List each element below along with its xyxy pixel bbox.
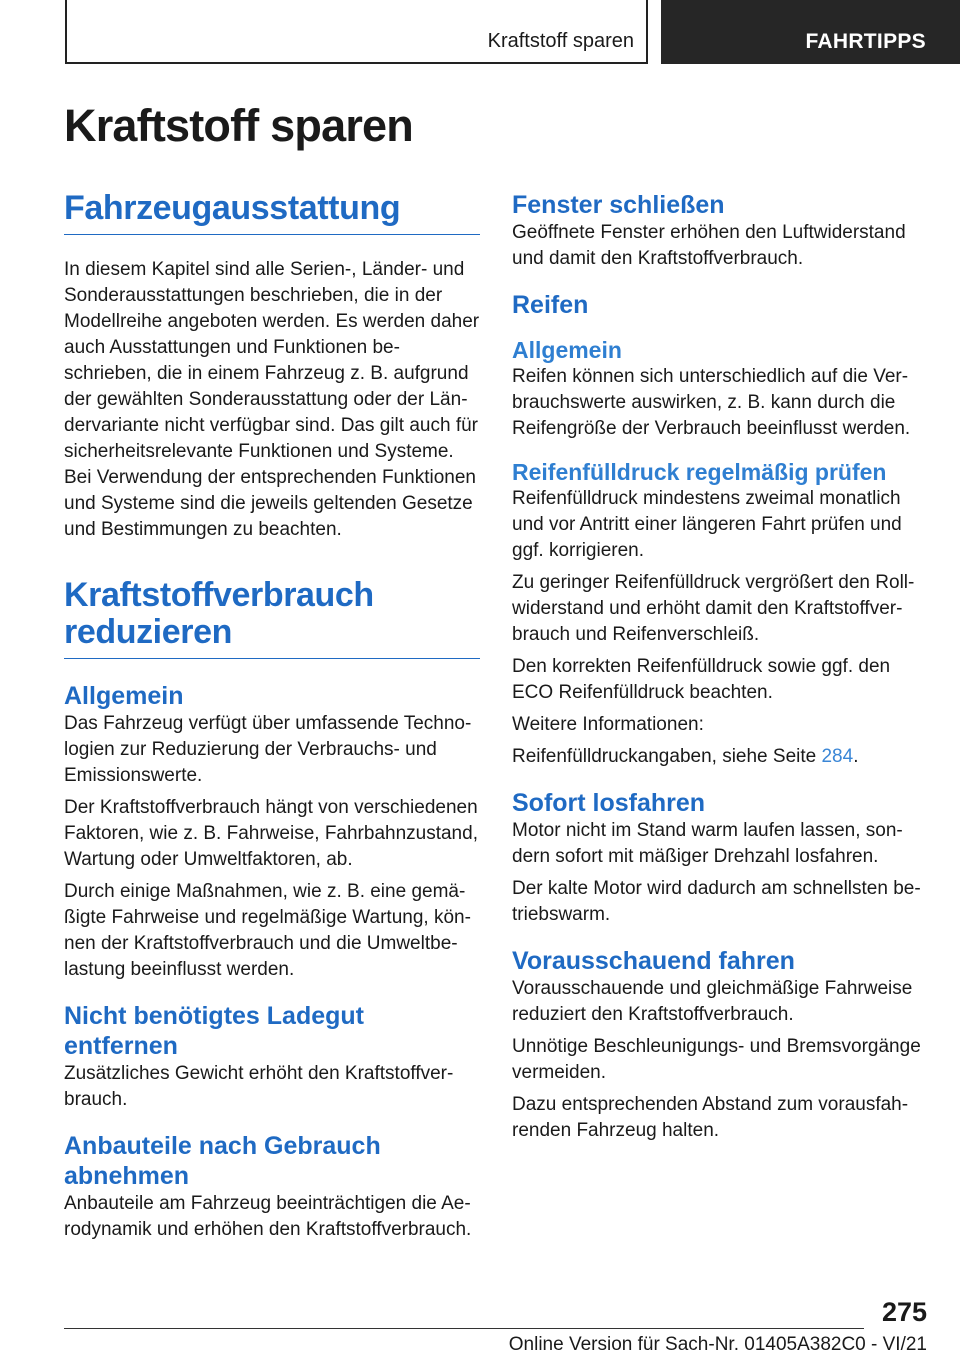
paragraph-tire-pressure-reference (512, 744, 928, 770)
paragraph-general-2: Der Kraftstoffverbrauch hängt von verschiedenen Faktoren, wie z. B. Fahrweise, Fahrbahnzustand, Wartung oder Umweltfaktoren, ab. (64, 797, 478, 870)
section-heading-reduce-consumption: Kraftstoffverbrauch reduzieren (64, 577, 480, 659)
paragraph-anticipatory-3: Dazu entsprechenden Abstand zum vorausfahrenden Fahrzeug halten. (512, 1094, 909, 1141)
footer-divider (64, 1328, 864, 1329)
subheading-remove-cargo: Nicht benötigtes Ladegut entfernen (64, 1002, 364, 1060)
paragraph-tire-pressure-2: Zu geringer Reifenfülldruck vergrößert den Rollwiderstand und erhöht damit den Kraftstoffverbrauch und Reifenverschleiß. (512, 572, 915, 645)
paragraph-general-1: Das Fahrzeug verfügt über umfassende Technologien zur Reduzierung der Verbrauchs- und Emissionswerte. (64, 713, 472, 786)
paragraph-drive-off-1: Motor nicht im Stand warm laufen lassen, sondern sofort mit mäßiger Drehzahl losfahren. (512, 820, 903, 867)
header-section-box (65, 0, 648, 64)
reference-text: Reifenfülldruckangaben, siehe Seite (512, 746, 822, 767)
paragraph-close-windows: Geöffnete Fenster erhöhen den Luftwiderstand und damit den Kraftstoffverbrauch. (512, 222, 906, 269)
subheading-anticipatory-driving: Vorausschauend fahren (512, 947, 795, 975)
page-title: Kraftstoff sparen (64, 100, 413, 151)
right-column (512, 190, 928, 1144)
header-chapter-label: FAHRTIPPS (805, 30, 926, 53)
page-header (0, 0, 960, 66)
left-column (64, 190, 480, 1243)
subheading-close-windows: Fenster schließen (512, 191, 725, 219)
footer-version-text: Online Version für Sach-Nr. 01405A382C0 - VI/21 (508, 1334, 927, 1355)
section-heading-equipment: Fahrzeugausstattung (64, 190, 480, 235)
header-section-title: Kraftstoff sparen (487, 30, 634, 52)
paragraph-tire-pressure-3: Den korrekten Reifenfülldruck sowie ggf. den ECO Reifenfülldruck beachten. (512, 656, 891, 703)
paragraph-equipment: In diesem Kapitel sind alle Serien-, Länder- und Sonderausstattungen beschrieben, die in der Modellreihe angeboten werden. Es werden daher auch Ausstattungen und Funktionen beschrieben, die in einem Fahrzeug z. B. aufgrund der gewählten Sonderausstattung oder der Ländervariante nicht verfügbar sind. Das gilt auch für sicherheitsrelevante Funktionen und Systeme. Bei Verwendung der entsprechenden Funktionen und Systeme sind die jeweils geltenden Gesetze und Bestimmungen zu beachten. (64, 259, 480, 540)
paragraph-remove-attachments: Anbauteile am Fahrzeug beeinträchtigen die Aerodynamik und erhöhen den Kraftstoffverbrauch. (64, 1193, 472, 1240)
subheading-drive-off: Sofort losfahren (512, 789, 706, 817)
paragraph-tires-general: Reifen können sich unterschiedlich auf die Verbrauchswerte auswirken, z. B. kann durch die Reifengröße der Verbrauch beeinflusst werden. (512, 366, 911, 439)
page-number: 275 (881, 1297, 927, 1327)
page-reference-link[interactable]: 284 (821, 746, 854, 767)
subheading-general: Allgemein (64, 682, 184, 710)
subheading-tire-pressure: Reifenfülldruck regelmäßig prüfen (512, 459, 887, 485)
subheading-tires-general: Allgemein (512, 337, 622, 363)
subheading-remove-attachments: Anbauteile nach Gebrauch abnehmen (64, 1132, 381, 1190)
paragraph-drive-off-2: Der kalte Motor wird dadurch am schnellsten betriebswarm. (512, 878, 921, 925)
paragraph-tire-pressure-1: Reifenfülldruck mindestens zweimal monatlich und vor Antritt einer längeren Fahrt prüfen und ggf. korrigieren. (512, 488, 902, 561)
paragraph-anticipatory-1: Vorausschauende und gleichmäßige Fahrweise reduziert den Kraftstoffverbrauch. (512, 978, 913, 1025)
header-chapter-tab[interactable] (661, 0, 960, 64)
paragraph-general-3: Durch einige Maßnahmen, wie z. B. eine gemäßigte Fahrweise und regelmäßige Wartung, können der Kraftstoffverbrauch und die Umweltbelastung beeinflusst werden. (64, 881, 471, 980)
paragraph-remove-cargo: Zusätzliches Gewicht erhöht den Kraftstoffverbrauch. (64, 1063, 454, 1110)
subheading-tires: Reifen (512, 291, 589, 319)
reference-period: . (853, 746, 859, 767)
paragraph-anticipatory-2: Unnötige Beschleunigungs- und Bremsvorgänge vermeiden. (512, 1036, 921, 1083)
paragraph-further-info: Weitere Informationen: (512, 714, 704, 735)
